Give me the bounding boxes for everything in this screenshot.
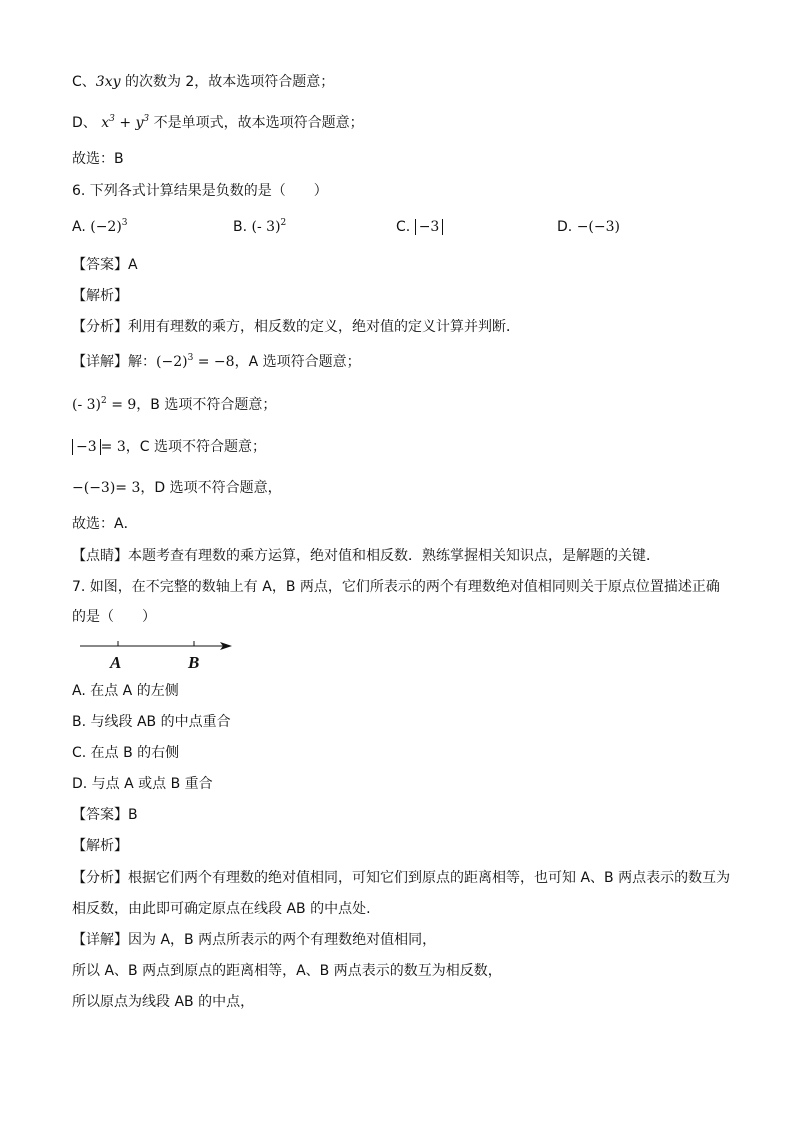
q7-detail-line2: 所以 A、B 两点到原点的距离相等，A、B 两点表示的数互为相反数， bbox=[72, 963, 502, 979]
q7-detail-line1: 【详解】因为 A，B 两点所表示的两个有理数绝对值相同， bbox=[72, 932, 437, 948]
q6-detail-expr: $(-2)^3$ bbox=[156, 353, 194, 370]
q6-detail-c: −3 = 3，C 选项不符合题意； bbox=[72, 437, 266, 457]
q6-answer: 【答案】A bbox=[72, 257, 138, 273]
q6-dianjing: 【点睛】本题考查有理数的乘方运算，绝对值和相反数．熟练掌握相关知识点，是解题的关键． bbox=[72, 548, 660, 564]
q7-option-b: B. 与线段 AB 的中点重合 bbox=[72, 714, 231, 730]
q7-fenxi-line2: 相反数，由此即可确定原点在线段 AB 的中点处. bbox=[72, 901, 371, 917]
q6-detail-b: (- 3)$^2$ = 9，B 选项不符合题意； bbox=[72, 396, 277, 413]
q7-answer: 【答案】B bbox=[72, 807, 138, 823]
q6-option-a: A. $(-2)^3$ bbox=[72, 218, 128, 235]
q7-number-line-figure bbox=[76, 636, 236, 676]
q6-option-a-expr: $(-2)^3$ bbox=[90, 218, 128, 235]
label-a: A bbox=[110, 653, 122, 672]
q7-option-c: C. 在点 B 的右侧 bbox=[72, 745, 180, 761]
q6-detail-b-expr: (- 3)$^2$ bbox=[72, 396, 107, 413]
q7-detail-line3: 所以原点为线段 AB 的中点， bbox=[72, 994, 255, 1010]
q7-fenxi-line1: 【分析】根据它们两个有理数的绝对值相同，可知它们到原点的距离相等，也可知 A、B 两点表示的数互为 bbox=[72, 870, 731, 886]
q6-choice: 故选：A． bbox=[72, 516, 138, 532]
q5-c-math: 3xy bbox=[95, 74, 121, 90]
q7-option-d: D. 与点 A 或点 B 重合 bbox=[72, 776, 213, 792]
q6-analysis-title: 【解析】 bbox=[72, 288, 128, 304]
q5-choice: 故选：B bbox=[72, 151, 124, 167]
q6-detail-d: −(−3)= 3，D 选项不符合题意， bbox=[72, 480, 282, 496]
q6-detail-c-expr: −3 bbox=[72, 439, 101, 455]
label-b: B bbox=[188, 653, 200, 672]
q6-option-d-expr: −(−3) bbox=[576, 219, 620, 235]
q6-detail-line: 【详解】解：$(-2)^3 = -8$，A 选项符合题意； bbox=[72, 353, 361, 370]
q7-analysis-title: 【解析】 bbox=[72, 838, 128, 854]
q6-option-b-expr: (- 3)$^2$ bbox=[251, 218, 287, 235]
q5-d-math: $x^3 + y^3$ bbox=[101, 114, 150, 131]
q7-stem-line1: 7. 如图，在不完整的数轴上有 A，B 两点，它们所表示的两个有理数绝对值相同则关于原点位置描述正确 bbox=[72, 579, 720, 595]
q6-detail-d-expr: −(−3) bbox=[72, 480, 116, 496]
q5-option-d-line: D、 $x^3 + y^3$ 不是单项式，故本选项符合题意； bbox=[72, 114, 364, 131]
q6-option-c: C. −3 bbox=[396, 217, 443, 237]
q6-option-d: D. −(−3) bbox=[557, 219, 620, 235]
q7-stem-line2: 的是（ ） bbox=[72, 609, 156, 625]
q6-stem: 6. 下列各式计算结果是负数的是（ ） bbox=[72, 183, 328, 199]
q7-option-a: A. 在点 A 的左侧 bbox=[72, 683, 179, 699]
q6-option-c-expr: −3 bbox=[415, 219, 444, 235]
q6-option-b: B. (- 3)$^2$ bbox=[233, 218, 287, 235]
q6-fenxi: 【分析】利用有理数的乘方，相反数的定义，绝对值的定义计算并判断． bbox=[72, 319, 520, 335]
q5-option-c-line: C、3xy 的次数为 2，故本选项符合题意； bbox=[72, 74, 335, 90]
